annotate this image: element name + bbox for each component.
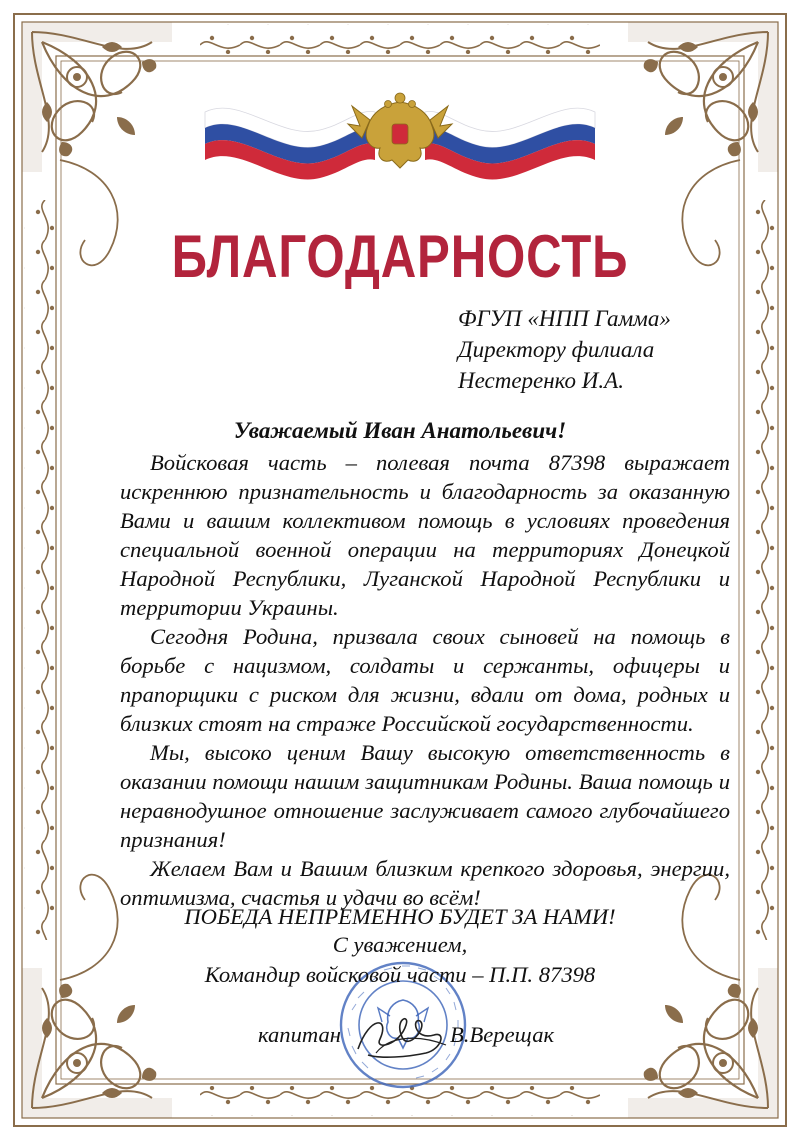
- addressee-name: Нестеренко И.А.: [458, 368, 624, 393]
- signature-icon: [350, 1005, 460, 1065]
- body-paragraph: Мы, высоко ценим Вашу высокую ответственность в оказании помощи нашим защитникам Родины. Ваша помощь и неравнодушное отношение заслуживает самого глубочайшего признания!: [120, 740, 730, 852]
- flag-ribbon: [0, 0, 800, 200]
- ribbon-right: [425, 108, 595, 179]
- ribbon-left: [205, 108, 375, 179]
- victory-slogan: ПОБЕДА НЕПРЕМЕННО БУДЕТ ЗА НАМИ!: [184, 904, 616, 929]
- commander-title: Командир войсковой части – П.П. 87398: [204, 962, 596, 987]
- signer-name: В.Верещак: [450, 1022, 555, 1047]
- page-title: БЛАГОДАРНОСТЬ: [171, 223, 629, 290]
- body-paragraph: Войсковая часть – полевая почта 87398 выражает искреннюю признательность и благодарность за оказанную Вами и вашим коллективом помощь в условиях проведения специальной военной операции на территориях Донецкой Народной Республики, Луганской Народной Республики и территории Украины.: [120, 450, 730, 620]
- letter-body: [120, 448, 730, 912]
- addressee-organization: ФГУП «НПП Гамма»: [458, 306, 671, 331]
- signer-rank: капитан: [258, 1022, 341, 1047]
- salutation: Уважаемый Иван Анатольевич!: [233, 418, 567, 443]
- body-paragraph: Желаем Вам и Вашим близким крепкого здоровья, энергии, оптимизма, счастья и удачи во всём!: [120, 856, 730, 910]
- addressee-block: [458, 303, 671, 396]
- addressee-position: Директору филиала: [458, 337, 655, 362]
- body-paragraph: Сегодня Родина, призвала своих сыновей на помощь в борьбе с нацизмом, солдаты и сержанты, офицеры и прапорщики с риском для жизни, вдали от дома, родных и близких стоят на страже Российской государственности.: [120, 624, 730, 736]
- closing-regards: С уважением,: [332, 932, 468, 957]
